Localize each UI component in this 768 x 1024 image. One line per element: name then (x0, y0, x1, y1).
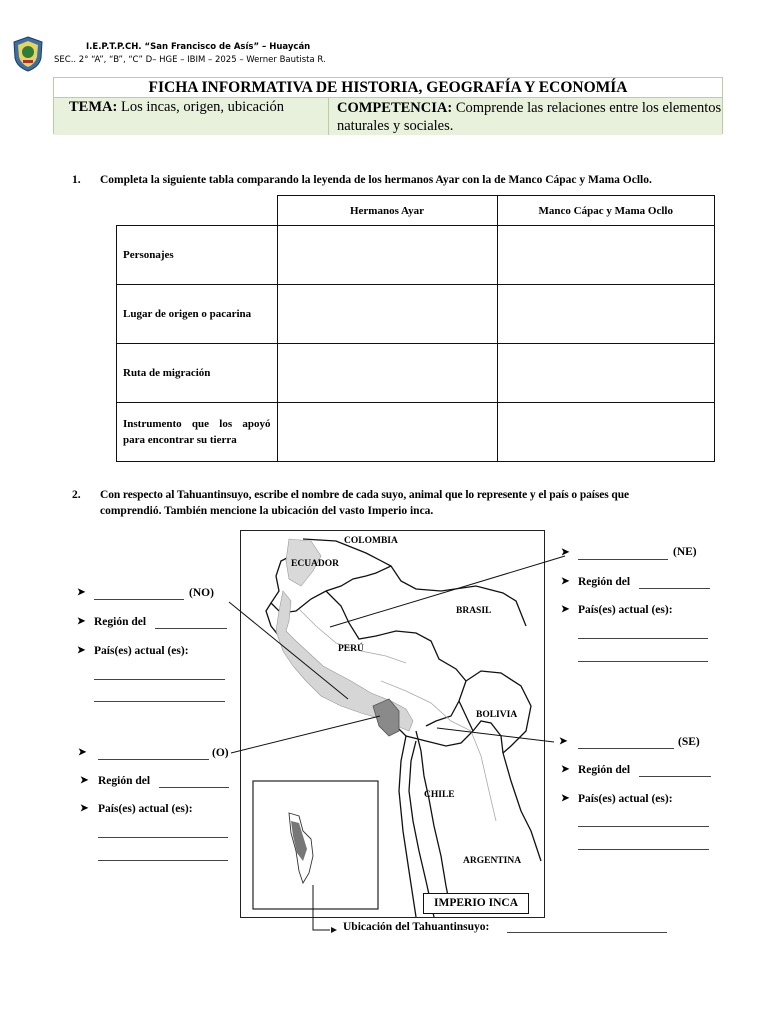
topic-value: Los incas, origen, ubicación (120, 99, 285, 115)
label-peru: PERÚ (338, 644, 364, 654)
o-region-field[interactable] (159, 777, 229, 788)
no-direction: (NO) (189, 587, 214, 599)
topic-label: TEMA: (69, 99, 118, 115)
o-country-field-2[interactable] (98, 850, 228, 861)
question-2-text-line1: Con respecto al Tahuantinsuyo, escribe el nombre de cada suyo, animal que lo represente y el país o países que (100, 489, 630, 501)
competency-label: COMPETENCIA: (337, 100, 453, 116)
row-label: Instrumento que los apoyó para encontrar su tierra (117, 403, 278, 462)
o-country-field-1[interactable] (98, 827, 228, 838)
no-name-field[interactable] (94, 589, 184, 600)
se-region-field[interactable] (639, 766, 711, 777)
se-name-field[interactable] (578, 738, 674, 749)
label-ecuador: ECUADOR (291, 559, 340, 569)
label-brasil: BRASIL (456, 606, 492, 616)
no-country-field-1[interactable] (94, 669, 225, 680)
se-country-field-1[interactable] (578, 816, 709, 827)
no-region-field[interactable] (155, 618, 227, 629)
worksheet-title: FICHA INFORMATIVA DE HISTORIA, GEOGRAFÍA Y ECONOMÍA (54, 78, 722, 98)
ne-region-label: Región del (578, 576, 631, 588)
o-name-field[interactable] (98, 749, 209, 760)
arrowhead-bullet-icon: ➤ (559, 736, 568, 747)
se-direction: (SE) (678, 736, 700, 748)
ne-country-field-2[interactable] (578, 651, 708, 662)
o-country-label: País(es) actual (es): (98, 803, 193, 815)
label-argentina: ARGENTINA (463, 856, 522, 866)
row-label: Lugar de origen o pacarina (117, 285, 278, 344)
competency-value: Comprende las relaciones entre los elementos naturales y sociales. (337, 100, 722, 134)
map-title: IMPERIO INCA (423, 893, 529, 914)
no-country-field-2[interactable] (94, 691, 225, 702)
question-2-number: 2. (72, 489, 81, 501)
no-region-label: Región del (94, 616, 147, 628)
arrowhead-bullet-icon: ➤ (561, 793, 570, 804)
ne-direction: (NE) (673, 546, 697, 558)
row-label: Personajes (117, 226, 278, 285)
label-colombia: COLOMBIA (344, 536, 398, 546)
section-info: SEC.. 2° “A”, “B”, “C” D– HGE – IBIM – 2025 – Werner Bautista R. (54, 55, 326, 65)
label-bolivia: BOLIVIA (476, 710, 518, 720)
question-2-text-line2: comprendió. También mencione la ubicación del vasto Imperio inca. (100, 505, 434, 517)
location-label: Ubicación del Tahuantinsuyo: (343, 921, 490, 933)
o-direction: (O) (212, 747, 229, 759)
se-country-field-2[interactable] (578, 839, 709, 850)
row-label: Ruta de migración (117, 344, 278, 403)
arrowhead-bullet-icon: ➤ (80, 803, 89, 814)
o-region-label: Región del (98, 775, 151, 787)
ne-name-field[interactable] (578, 549, 668, 560)
se-region-label: Región del (578, 764, 631, 776)
arrowhead-bullet-icon: ➤ (77, 616, 86, 627)
arrowhead-bullet-icon: ➤ (78, 747, 87, 758)
arrowhead-bullet-icon: ➤ (561, 764, 570, 775)
ne-country-field-1[interactable] (578, 628, 708, 639)
arrowhead-bullet-icon: ➤ (80, 775, 89, 786)
ne-country-label: País(es) actual (es): (578, 604, 673, 616)
arrowhead-bullet-icon: ➤ (561, 547, 570, 558)
arrowhead-bullet-icon: ➤ (561, 576, 570, 587)
location-field[interactable] (507, 922, 667, 933)
ne-region-field[interactable] (639, 578, 710, 589)
no-country-label: País(es) actual (es): (94, 645, 189, 657)
se-country-label: País(es) actual (es): (578, 793, 673, 805)
question-1-text: Completa la siguiente tabla comparando la leyenda de los hermanos Ayar con la de Manco Cápac y Mama Ocllo. (100, 174, 652, 186)
column-header: Hermanos Ayar (277, 196, 497, 226)
question-1-number: 1. (72, 174, 81, 186)
arrowhead-bullet-icon: ➤ (561, 604, 570, 615)
arrowhead-bullet-icon: ➤ (77, 645, 86, 656)
label-chile: CHILE (424, 790, 455, 800)
column-header: Manco Cápac y Mama Ocllo (497, 196, 715, 226)
school-name: I.E.P.T.P.CH. “San Francisco de Asís” – Huaycán (86, 42, 311, 52)
arrowhead-bullet-icon: ➤ (77, 587, 86, 598)
